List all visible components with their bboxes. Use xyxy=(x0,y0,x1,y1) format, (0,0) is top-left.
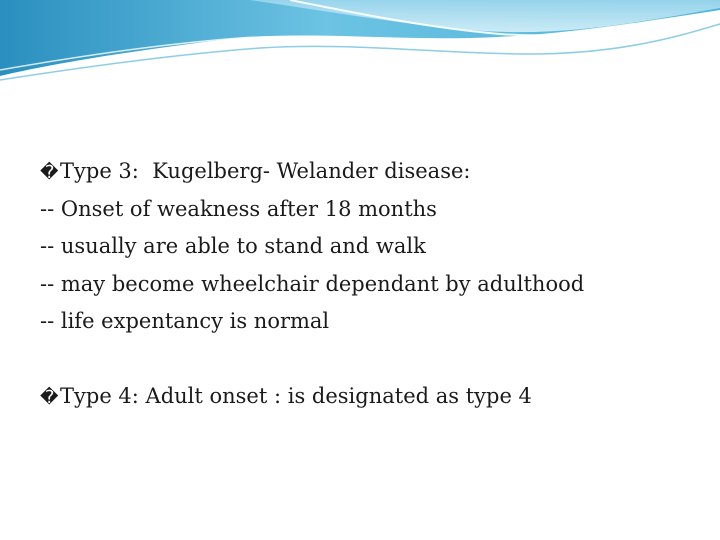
subline: -- usually are able to stand and walk xyxy=(40,234,426,258)
bullet-text: Type 3: Kugelberg- Welander disease: xyxy=(60,159,471,183)
bullet-text: Type 4: Adult onset : is designated as type 4 xyxy=(60,384,532,408)
header-wave-decoration xyxy=(0,0,720,90)
subline: -- life expentancy is normal xyxy=(40,309,330,333)
bullet-icon: � xyxy=(40,387,59,408)
paragraph-spacer xyxy=(40,341,700,379)
subline: -- Onset of weakness after 18 months xyxy=(40,196,437,221)
bullet-line-type-4 xyxy=(40,378,700,416)
bullet-line-type-3 xyxy=(40,153,700,191)
bullet-icon: � xyxy=(40,162,59,183)
subline: -- may become wheelchair dependant by adulthood xyxy=(40,271,585,296)
slide-body xyxy=(40,153,700,416)
